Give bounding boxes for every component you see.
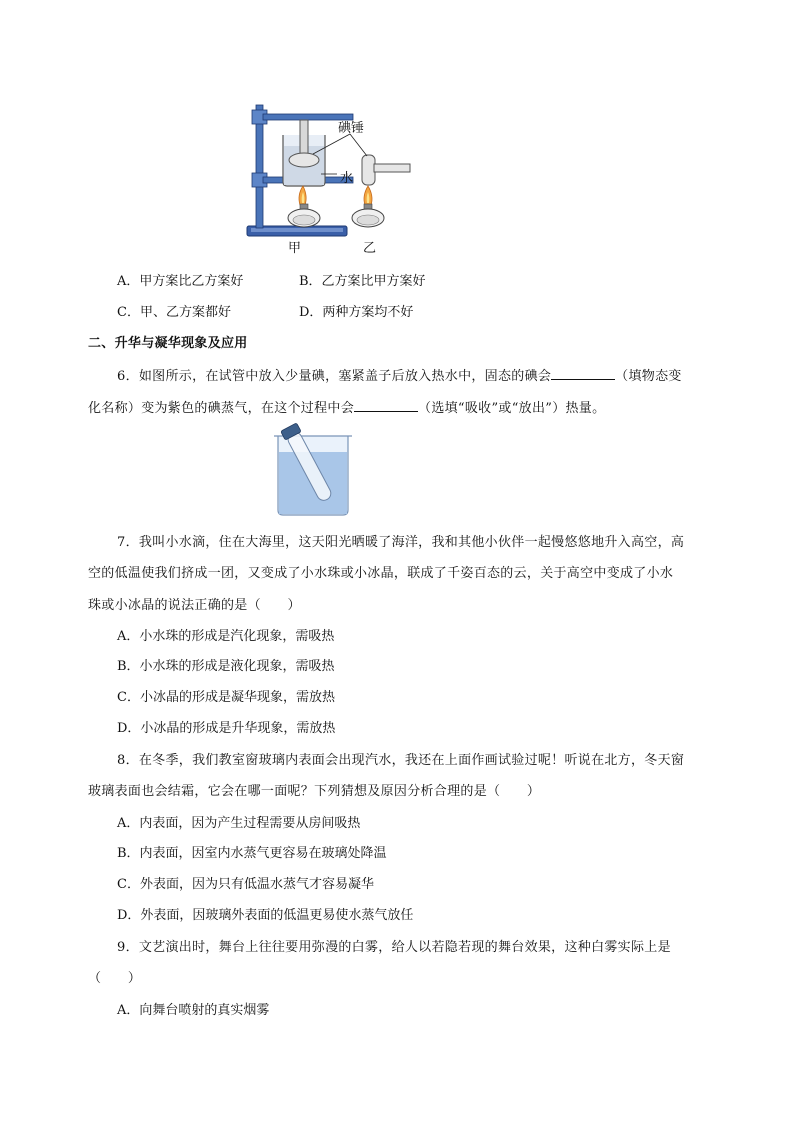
q8-option-d: D．外表面，因玻璃外表面的低温更易使水蒸气放任 [117,908,414,923]
q6-blank-1[interactable] [551,367,615,380]
iodine-experiment-figure [245,100,425,255]
q7-option-a: A．小水珠的形成是汽化现象，需吸热 [117,629,335,644]
q8-line-2: 玻璃表面也会结霜，它会在哪一面呢？下列猜想及原因分析合理的是（ ） [88,784,541,799]
q6-line-2 [88,397,605,416]
q6-text-2b: （选填“吸收”或“放出”）热量。 [418,401,606,416]
q6-line-1 [117,365,682,384]
q6-text-1b: （填物态变 [615,369,682,384]
q8-option-a: A．内表面，因为产生过程需要从房间吸热 [117,816,361,831]
q7-option-b: B．小水珠的形成是液化现象，需吸热 [117,659,335,674]
q9-line-1: 9．文艺演出时，舞台上往往要用弥漫的白雾，给人以若隐若现的舞台效果，这种白雾实际上是 [117,940,671,955]
q9-line-2: （ ） [88,971,142,986]
q7-line-3: 珠或小冰晶的说法正确的是（ ） [88,598,301,613]
q6-blank-2[interactable] [354,399,418,412]
q5-option-c: C．甲、乙方案都好 [117,305,231,320]
q6-text-2a: 化名称）变为紫色的碘蒸气，在这个过程中会 [88,401,355,416]
q7-option-c: C．小冰晶的形成是凝华现象，需放热 [117,690,335,705]
beaker-test-tube-figure [268,418,358,518]
q5-option-d: D．两种方案均不好 [299,305,414,320]
q6-text-1a: 6．如图所示，在试管中放入少量碘，塞紧盖子后放入热水中，固态的碘会 [117,369,552,384]
label-jia: 甲 [288,241,302,256]
q8-line-1: 8．在冬季，我们教室窗玻璃内表面会出现汽水，我还在上面作画试验过呢！听说在北方，冬天窗 [117,753,685,768]
section-title: 二、升华与凝华现象及应用 [88,336,248,351]
q7-option-d: D．小冰晶的形成是升华现象，需放热 [117,721,336,736]
q5-option-b: B．乙方案比甲方案好 [299,274,426,289]
q9-option-a: A．向舞台喷射的真实烟雾 [117,1003,270,1018]
label-iodine-hammer: 碘锤 [338,121,365,136]
q7-line-1: 7．我叫小水滴，住在大海里，这天阳光晒暖了海洋，我和其他小伙伴一起慢悠悠地升入高空，高 [117,535,685,550]
q8-option-c: C．外表面，因为只有低温水蒸气才容易凝华 [117,877,374,892]
label-yi: 乙 [363,241,377,256]
q7-line-2: 空的低温使我们挤成一团，又变成了小水珠或小冰晶，联成了千姿百态的云，关于高空中变成了小水 [88,566,674,581]
label-water: 水 [340,171,354,186]
q8-option-b: B．内表面，因室内水蒸气更容易在玻璃处降温 [117,846,387,861]
q5-option-a: A．甲方案比乙方案好 [117,274,244,289]
